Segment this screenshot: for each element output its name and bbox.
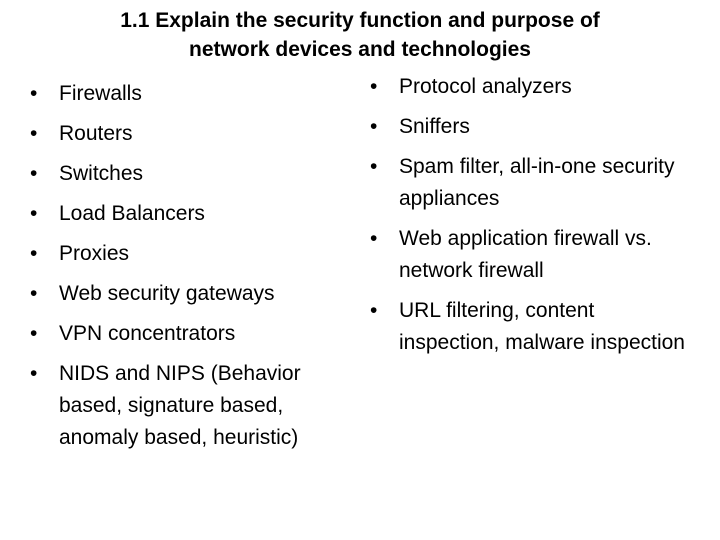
list-item	[30, 158, 345, 190]
bullet-icon: •	[30, 362, 38, 385]
bullet-icon: •	[370, 155, 378, 178]
list-item	[30, 278, 345, 310]
list-item	[370, 295, 688, 359]
bullet-icon: •	[370, 299, 378, 322]
list-item	[370, 111, 688, 143]
list-item-text: Web security gateways	[59, 282, 275, 305]
bullet-icon: •	[30, 122, 38, 145]
list-item-text: Protocol analyzers	[399, 75, 572, 98]
list-item	[370, 151, 688, 215]
bullet-icon: •	[370, 115, 378, 138]
bullet-icon: •	[30, 322, 38, 345]
list-item	[370, 71, 688, 103]
list-item	[30, 198, 345, 230]
list-item-text: URL filtering, content inspection, malware inspection	[399, 299, 685, 354]
slide-title	[40, 6, 680, 64]
bullet-icon: •	[370, 75, 378, 98]
slide-title-line-2: network devices and technologies	[189, 38, 531, 61]
bullet-icon: •	[30, 282, 38, 305]
list-item-text: Web application firewall vs. network firewall	[399, 227, 652, 282]
list-item-text: Switches	[59, 162, 144, 185]
list-item	[30, 118, 345, 150]
list-item	[30, 318, 345, 350]
list-item	[30, 238, 345, 270]
bullet-icon: •	[30, 82, 38, 105]
right-bullet-list	[370, 71, 688, 367]
list-item-text: Routers	[59, 122, 133, 145]
list-item	[370, 223, 688, 287]
list-item-text: Proxies	[59, 242, 130, 265]
list-item-text: VPN concentrators	[59, 322, 236, 345]
left-bullet-list	[30, 78, 345, 462]
list-item-text: NIDS and NIPS (Behavior based, signature based, anomaly based, heuristic)	[59, 362, 301, 449]
list-item-text: Spam filter, all-in-one security appliances	[399, 155, 675, 210]
bullet-icon: •	[30, 162, 38, 185]
bullet-icon: •	[370, 227, 378, 250]
slide-title-line-1: 1.1 Explain the security function and purpose of	[120, 9, 600, 32]
bullet-icon: •	[30, 242, 38, 265]
list-item-text: Firewalls	[59, 82, 142, 105]
bullet-icon: •	[30, 202, 38, 225]
list-item-text: Sniffers	[399, 115, 470, 138]
list-item	[30, 358, 345, 454]
list-item-text: Load Balancers	[59, 202, 205, 225]
list-item	[30, 78, 345, 110]
